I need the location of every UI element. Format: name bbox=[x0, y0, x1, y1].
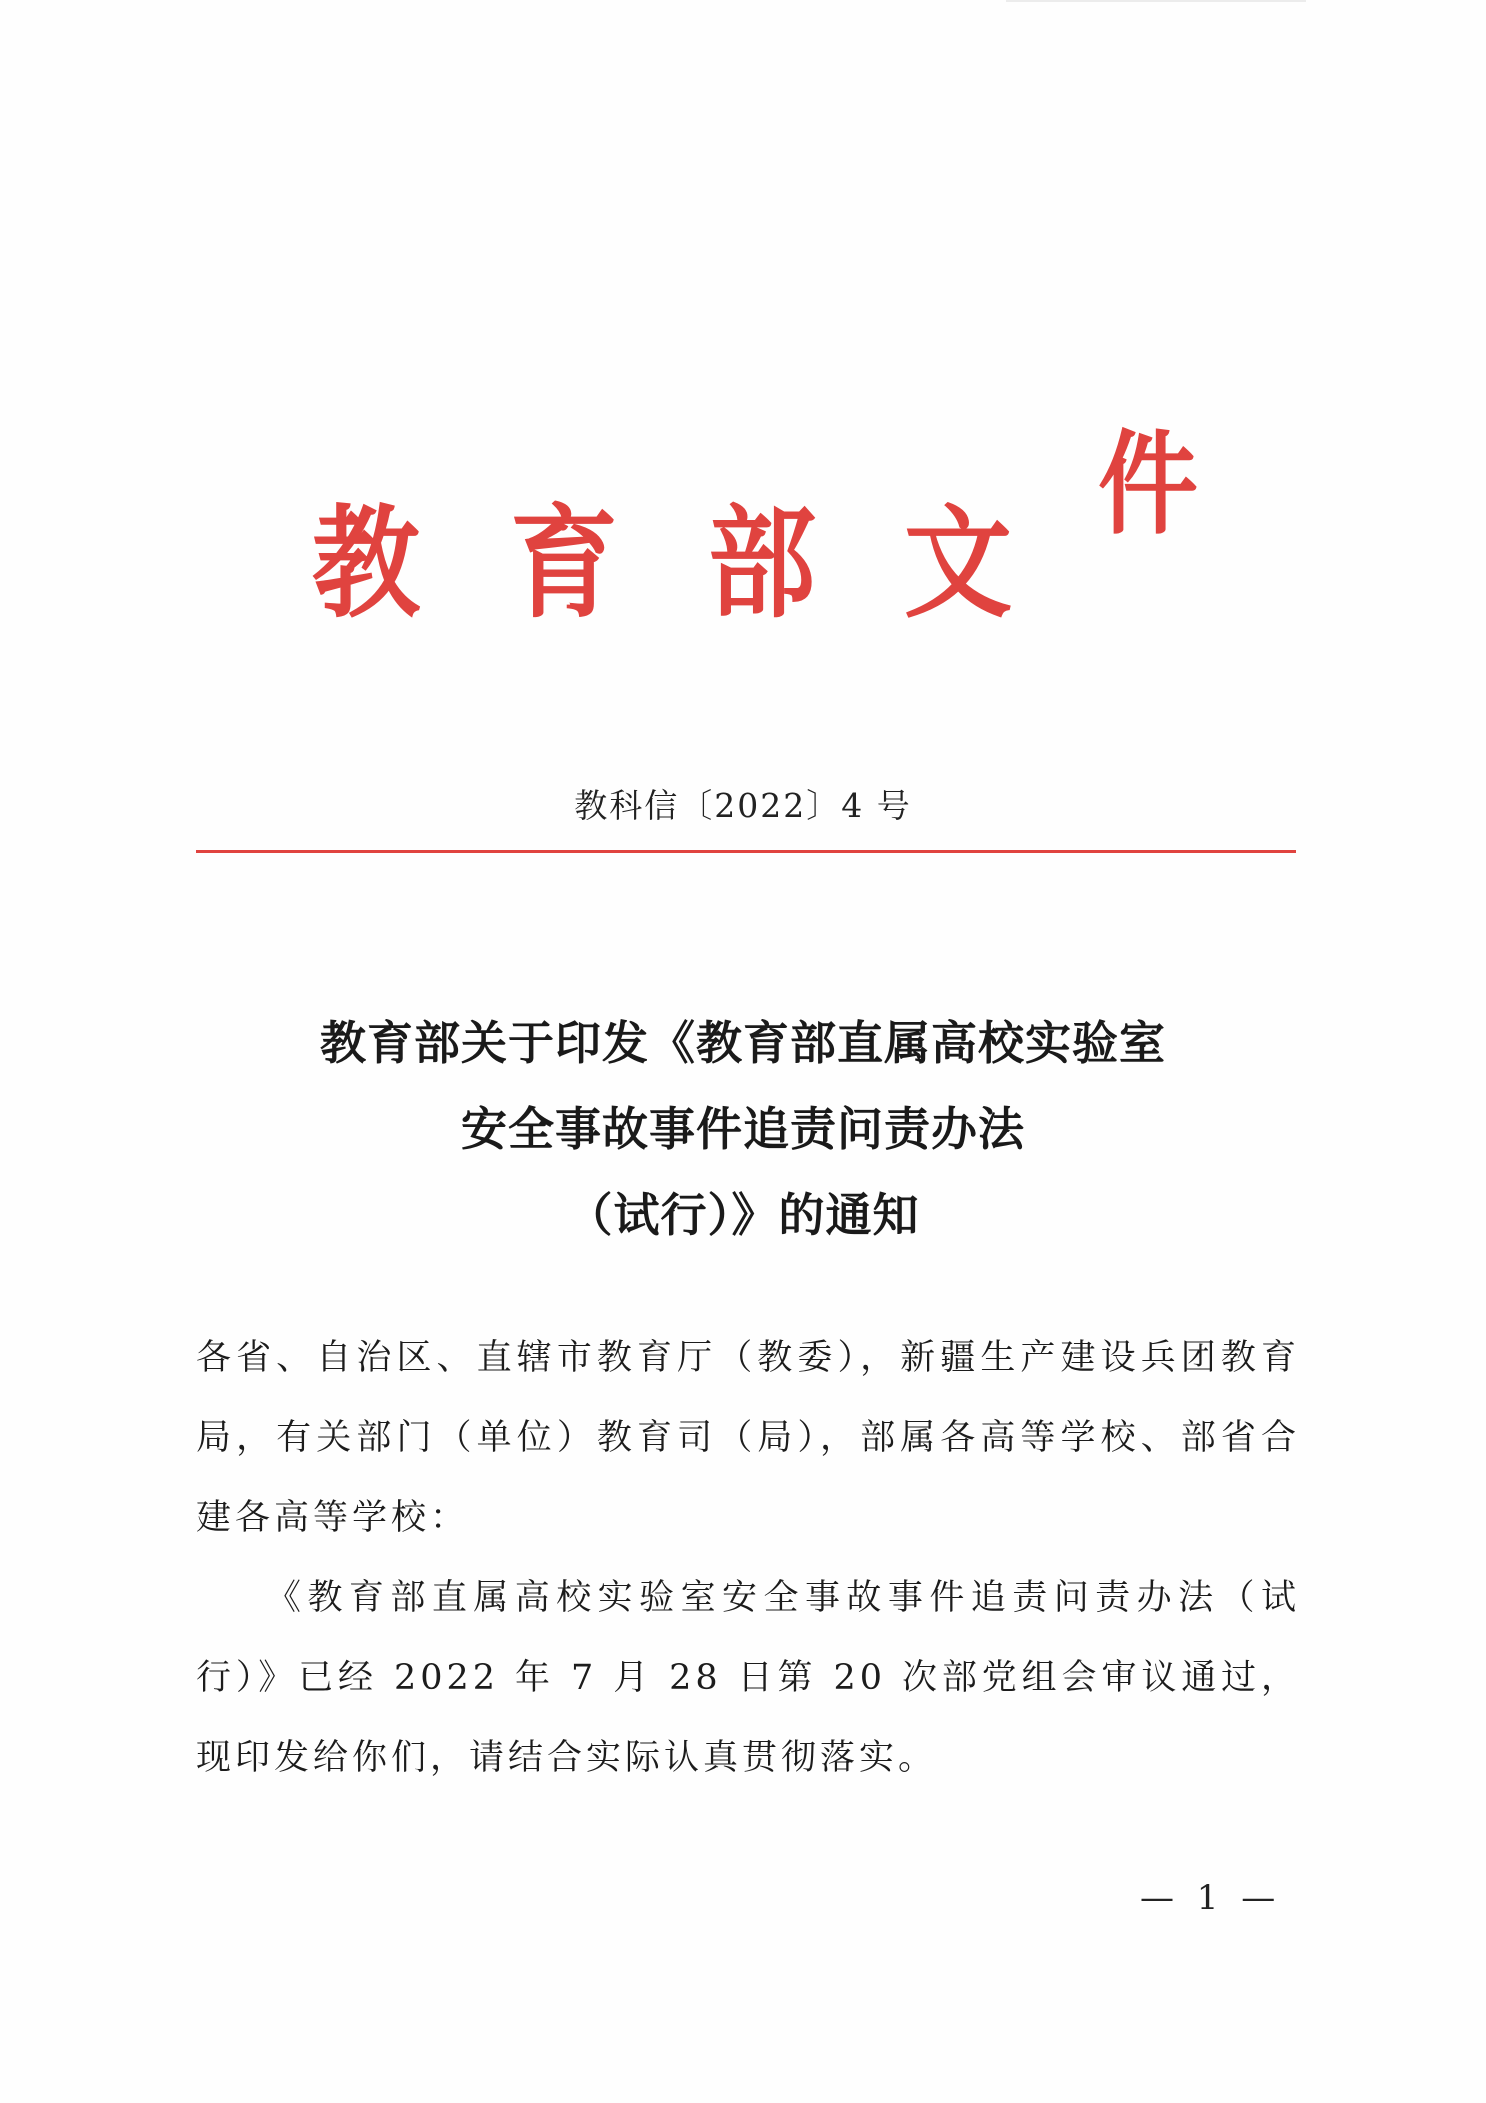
body-paragraph: 《教育部直属高校实验室安全事故事件追责问责办法（试行）》已经 2022 年 7 月 28 日第 20 次部党组会审议通过，现印发给你们，请结合实际认真贯彻落实。 bbox=[196, 1578, 1300, 1778]
red-separator-line bbox=[196, 850, 1296, 853]
title-line: 教育部关于印发《教育部直属高校实验室 bbox=[320, 1016, 1166, 1070]
document-number: 教科信〔2022〕4 号 bbox=[574, 786, 912, 825]
masthead-char: 教 bbox=[312, 493, 421, 635]
title-line: （试行）》的通知 bbox=[566, 1188, 920, 1242]
masthead-char: 文 bbox=[904, 493, 1013, 635]
document-title bbox=[0, 1000, 1486, 1258]
document-body bbox=[196, 1318, 1300, 1798]
masthead-char: 部 bbox=[708, 493, 817, 635]
masthead bbox=[300, 417, 1200, 650]
addressee-paragraph: 各省、自治区、直辖市教育厅（教委），新疆生产建设兵团教育局，有关部门（单位）教育司（局），部属各高等学校、部省合建各高等学校： bbox=[196, 1338, 1300, 1538]
title-line: 安全事故事件追责问责办法 bbox=[461, 1102, 1025, 1156]
masthead-char: 育 bbox=[510, 493, 619, 635]
masthead-char: 件 bbox=[1098, 417, 1198, 551]
page-number: — 1 — bbox=[1140, 1878, 1282, 1918]
scan-edge-mark bbox=[1006, 0, 1306, 2]
